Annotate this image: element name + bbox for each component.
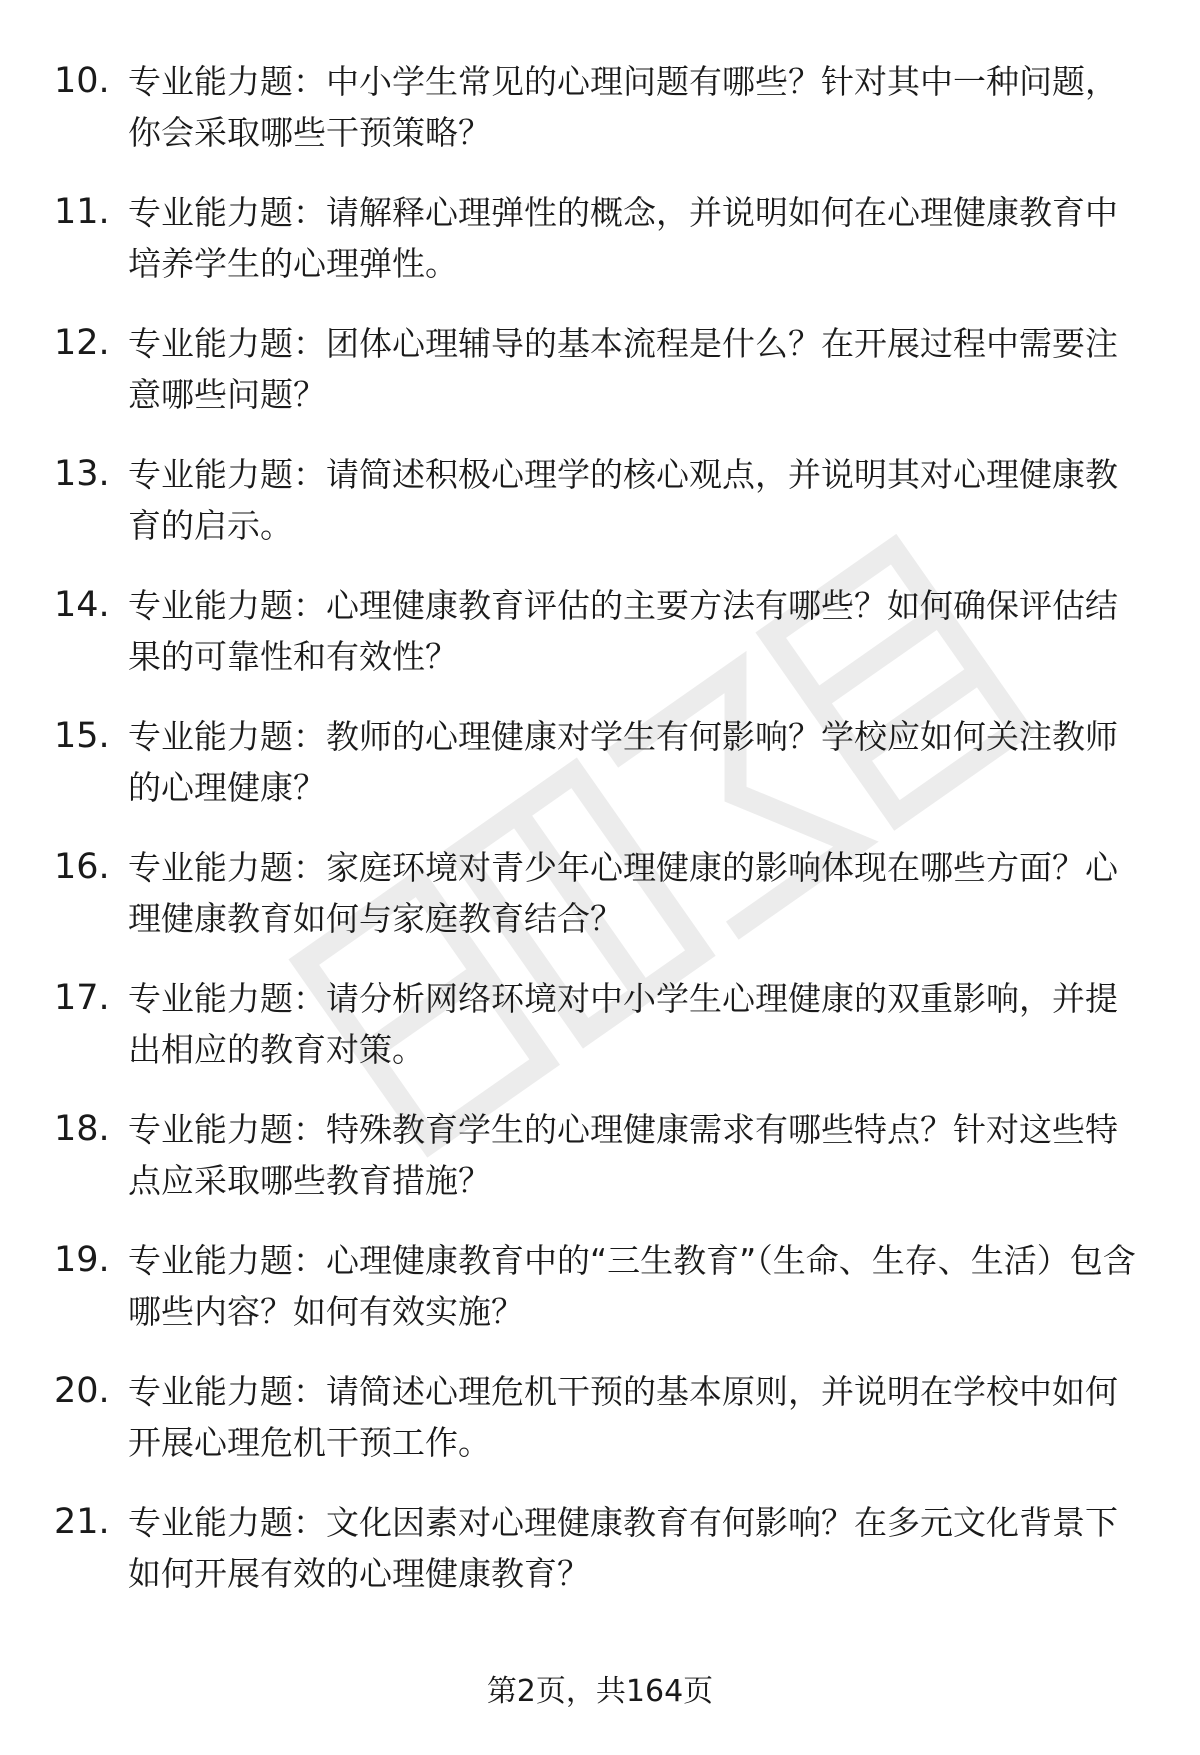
question-category: 专业能力题： — [128, 1372, 326, 1411]
question-body: 心理健康教育评估的主要方法有哪些？如何确保评估结果的可靠性和有效性？ — [128, 586, 1118, 676]
question-item — [0, 449, 1200, 580]
question-item — [0, 1497, 1200, 1628]
question-item — [0, 318, 1200, 449]
question-category: 专业能力题： — [128, 455, 326, 494]
question-category: 专业能力题： — [128, 1503, 326, 1542]
question-category: 专业能力题： — [128, 717, 326, 756]
question-item — [0, 1235, 1200, 1366]
question-item — [0, 580, 1200, 711]
question-list — [0, 56, 1200, 1628]
question-body: 教师的心理健康对学生有何影响？学校应如何关注教师的心理健康？ — [128, 717, 1118, 807]
question-category: 专业能力题： — [128, 62, 326, 101]
question-category: 专业能力题： — [128, 193, 326, 232]
question-text — [128, 1235, 1143, 1337]
question-category: 专业能力题： — [128, 848, 326, 887]
question-text — [128, 187, 1143, 289]
question-item — [0, 842, 1200, 973]
question-item — [0, 973, 1200, 1104]
question-category: 专业能力题： — [128, 1110, 326, 1149]
question-number: 13. — [54, 454, 110, 494]
question-item — [0, 56, 1200, 187]
page-footer — [0, 1672, 1200, 1712]
question-body: 家庭环境对青少年心理健康的影响体现在哪些方面？心理健康教育如何与家庭教育结合？ — [128, 848, 1118, 938]
question-category: 专业能力题： — [128, 1241, 326, 1280]
question-number: 20. — [54, 1371, 110, 1411]
question-category: 专业能力题： — [128, 979, 326, 1018]
question-text — [128, 1497, 1143, 1599]
question-text — [128, 973, 1143, 1075]
question-text — [128, 449, 1143, 551]
question-number: 14. — [54, 585, 110, 625]
question-body: 请简述心理危机干预的基本原则，并说明在学校中如何开展心理危机干预工作。 — [128, 1372, 1118, 1462]
question-number: 16. — [54, 847, 110, 887]
question-category: 专业能力题： — [128, 324, 326, 363]
question-text — [128, 56, 1143, 158]
question-number: 12. — [54, 323, 110, 363]
question-number: 15. — [54, 716, 110, 756]
question-text — [128, 842, 1143, 944]
question-body: 文化因素对心理健康教育有何影响？在多元文化背景下如何开展有效的心理健康教育？ — [128, 1503, 1118, 1593]
question-number: 18. — [54, 1109, 110, 1149]
question-item — [0, 711, 1200, 842]
question-text — [128, 1104, 1143, 1206]
question-body: 中小学生常见的心理问题有哪些？针对其中一种问题，你会采取哪些干预策略？ — [128, 62, 1118, 152]
question-body: 请解释心理弹性的概念，并说明如何在心理健康教育中培养学生的心理弹性。 — [128, 193, 1118, 283]
question-category: 专业能力题： — [128, 586, 326, 625]
question-number: 10. — [54, 61, 110, 101]
question-body: 团体心理辅导的基本流程是什么？在开展过程中需要注意哪些问题？ — [128, 324, 1118, 414]
question-body: 请分析网络环境对中小学生心理健康的双重影响，并提出相应的教育对策。 — [128, 979, 1118, 1069]
question-body: 心理健康教育中的“三生教育”（生命、生存、生活）包含哪些内容？如何有效实施？ — [128, 1241, 1136, 1331]
question-number: 11. — [54, 192, 110, 232]
question-item — [0, 1104, 1200, 1235]
question-number: 21. — [54, 1502, 110, 1542]
question-text — [128, 318, 1143, 420]
question-item — [0, 187, 1200, 318]
question-text — [128, 580, 1143, 682]
question-body: 特殊教育学生的心理健康需求有哪些特点？针对这些特点应采取哪些教育措施？ — [128, 1110, 1118, 1200]
question-item — [0, 1366, 1200, 1497]
question-text — [128, 1366, 1143, 1468]
question-text — [128, 711, 1143, 813]
question-number: 17. — [54, 978, 110, 1018]
question-number: 19. — [54, 1240, 110, 1280]
page-number-label: 第2页，共164页 — [486, 1674, 714, 1709]
question-body: 请简述积极心理学的核心观点，并说明其对心理健康教育的启示。 — [128, 455, 1118, 545]
